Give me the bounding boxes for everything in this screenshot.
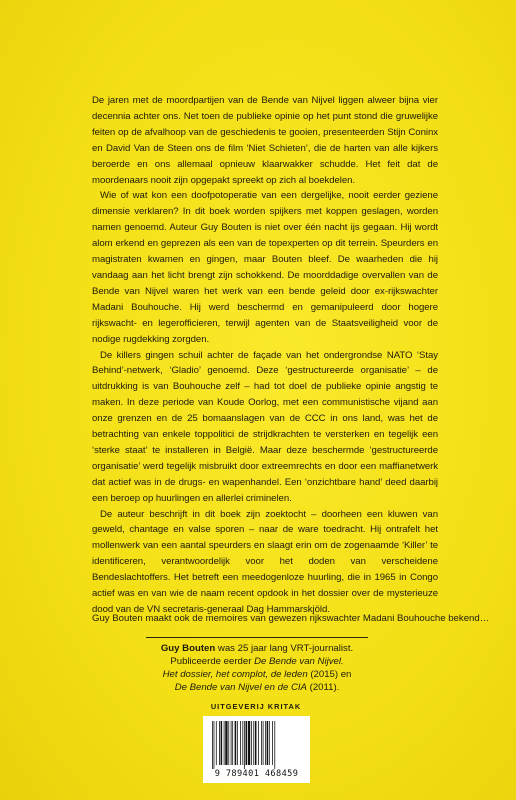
author-bio xyxy=(146,642,368,694)
book-year-2: (2011). xyxy=(306,682,340,693)
book-title-2: De Bende van Nijvel en de CIA xyxy=(174,682,307,693)
author-name: Guy Bouten xyxy=(160,643,216,654)
closing-line: Guy Bouten maakt ook de memoires van gewezen rijkswachter Madani Bouhouche bekend… xyxy=(92,613,490,624)
book-year-1: (2015) en xyxy=(307,669,352,680)
book-title-1: De Bende van Nijvel. xyxy=(254,656,344,667)
blurb-paragraph-3: De killers gingen schuil achter de façade van het ondergrondse NATO ‘Stay Behind’-netwerk, ‘Gladio’ genoemd. Deze ‘gestructureerde organisatie’ – de uitdrukking is van Bouhouche zelf – had tot doel de publieke opinie angstig te maken. In deze periode van Koude Oorlog, met een communistische vijand aan onze grenzen en de 25 bomaanslagen van de CCC in ons land, was het de betrachting van enkele toppolitici de strijdkrachten te versterken en tegelijk een ‘sterke staat’ te installeren in België. Maar deze beschermde ‘gestructureerde organisatie’ werd tegelijk misbruikt door extreemrechts en door een maffianetwerk dat actief was in de drugs- en wapenhandel. Een ‘onzichtbare hand’ deed daarbij een beroep op huurlingen en allerlei criminelen. xyxy=(92,349,438,504)
blurb-text xyxy=(92,93,438,618)
blurb-paragraph-4: De auteur beschrijft in dit boek zijn zoektocht – doorheen een kluwen van geweld, chantage en valse sporen – naar de ware toedracht. Hij ontrafelt het mollenwerk van een aantal speurders en slaagt erin om de zogenaamde ‘Killer’ te identificeren, verantwoordelijk voor het doden van verscheidene Bendeslachtoffers. Het betreft een meedogenloze huurling, die in 1965 in Congo actief was en van wie de naam recent opdook in het dossier over de mysterieuze dood van de VN secretaris-generaal Dag Hammarskjöld. xyxy=(92,508,438,615)
bio-line-1: was 25 jaar lang VRT-journalist. xyxy=(215,643,354,654)
isbn-barcode xyxy=(203,716,310,783)
bio-line-2: Publiceerde eerder xyxy=(170,656,255,667)
isbn-number: 9 789401 468459 xyxy=(214,769,299,779)
publisher-name: UITGEVERIJ KRITAK xyxy=(210,702,302,711)
blurb-paragraph-2: Wie of wat kon een doofpotoperatie van een dergelijke, nooit eerder geziene dimensie verklaren? In dit boek worden spijkers met koppen geslagen, worden namen genoemd. Auteur Guy Bouten is niet over één nacht ijs gegaan. Hij wordt alom erkend en geprezen als een van de topexperten op dit terrein. Speurders en magistraten kwamen en gingen, maar Bouten bleef. De waarheden die hij vandaag aan het licht brengt zijn schokkend. De moorddadige overvallen van de Bende van Nijvel waren het werk van een bende geleid door ex-rijkswachter Madani Bouhouche. Hij werd beschermd en gemanipuleerd door hogere rijkswacht- en legerofficieren, terwijl agenten van de Staatsveiligheid voor de nodige rugdekking zorgden. xyxy=(92,190,438,345)
barcode-icon xyxy=(212,721,301,769)
blurb-paragraph-1: De jaren met de moordpartijen van de Bende van Nijvel liggen alweer bijna vier decennia achter ons. Net toen de publieke opinie op het punt stond die gruwelijke feiten op de afvalhoop van de geschiedenis te gooien, presenteerden Stijn Coninx en David Van de Steen ons de film ‘Niet Schieten’, die de harten van alle kijkers beroerde en ons allemaal opnieuw klaarwakker schudde. Het feit dat de moordenaars nooit zijn opgepakt spreekt op zich al boekdelen. xyxy=(92,95,438,186)
divider-line xyxy=(146,637,368,638)
book-title-1b: Het dossier, het complot, de leden xyxy=(162,669,308,680)
